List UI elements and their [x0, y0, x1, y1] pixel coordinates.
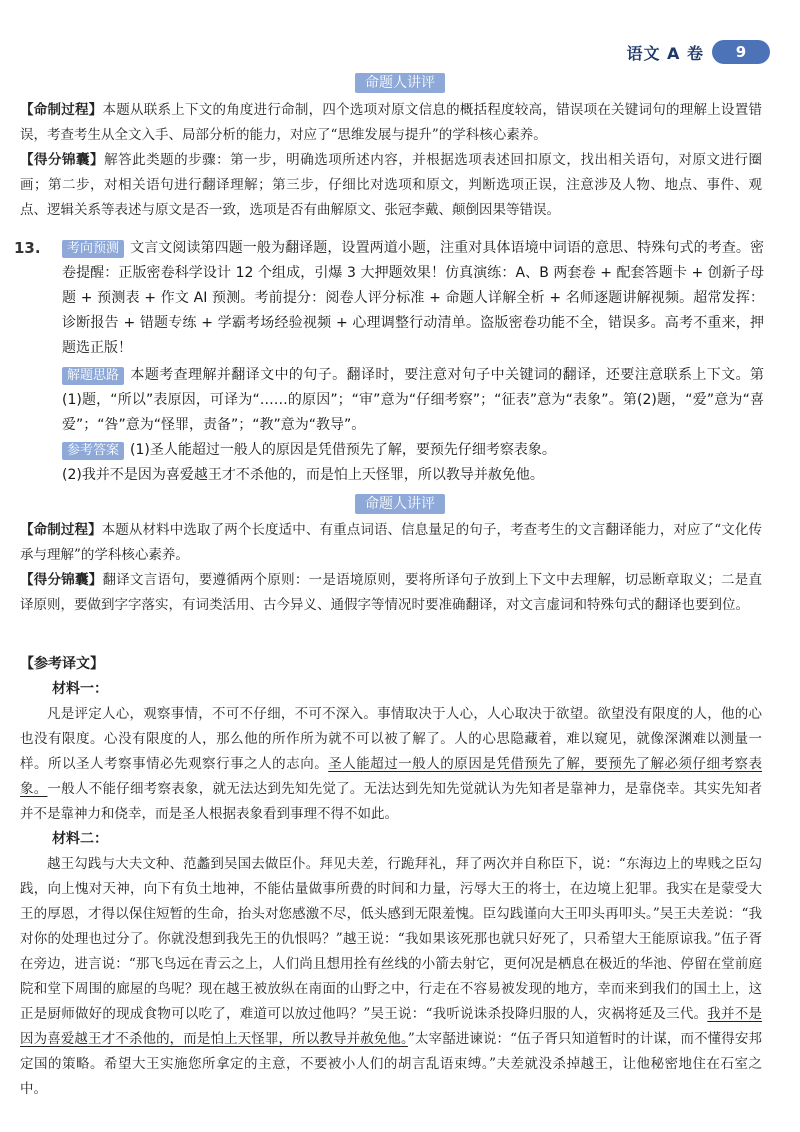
process-label-2: 【命制过程】	[20, 522, 102, 538]
commentary-block-1	[20, 98, 762, 223]
tips-label-2: 【得分锦囊】	[20, 572, 103, 588]
process-label: 【命制过程】	[20, 102, 103, 118]
idea-paragraph	[62, 363, 764, 438]
forecast-tag: 考向预测	[62, 240, 124, 258]
section-banner-commentary-2	[0, 493, 800, 514]
material-2-underlined: 我并不是因为喜爱越王才不杀他的，而是怕上天怪罪，所以教导并赦免他。	[20, 1006, 763, 1047]
tips-paragraph	[20, 148, 762, 223]
material-1-text-a: 凡是评定人心，观察事情，不可不仔细，不可不深入。事情取决于人心，人心取决于欲望。欲望没有限度的人，他的心也没有限度。心没有限度的人，那么他的所作所为就不可以被了解了。人的心思隐藏着，难以窥见，就像深渊难以测量一样。所以圣人考察事情必先观察行事之人的志向。	[20, 706, 762, 772]
question-13-block	[62, 236, 764, 488]
material-1-paragraph	[20, 702, 762, 827]
commentary-block-2	[20, 518, 762, 618]
reference-translation	[20, 652, 762, 1102]
material-1-title: 材料一：	[52, 681, 108, 697]
material-2-paragraph	[20, 852, 762, 1102]
tips-text-2: 翻译文言语句，要遵循两个原则：一是语境原则，要将所译句子放到上下文中去理解，切忌断章取义；二是直译原则，要做到字字落实，有词类活用、古今异义、通假字等情况时要准确翻译，对文言虚词和特殊句式的翻译也要到位。	[20, 572, 763, 613]
material-2-title: 材料二：	[52, 831, 108, 847]
idea-tag: 解题思路	[62, 367, 124, 385]
banner-label: 命题人讲评	[355, 73, 445, 93]
idea-text: 本题考查理解并翻译文中的句子。翻译时，要注意对句子中关键词的翻译，还要注意联系上下文。第(1)题，“所以”表原因，可译为“……的原因”；“审”意为“仔细考察”；“征表”意为“表象”。第(2)题，“爱”意为“喜爱”；“咎”意为“怪罪，责备”；“教”意为“教导”。	[62, 367, 764, 433]
tips-label: 【得分锦囊】	[20, 152, 105, 168]
answer-2: (2)我并不是因为喜爱越王才不杀他的，而是怕上天怪罪，所以教导并赦免他。	[62, 467, 544, 483]
question-number: 13.	[14, 239, 41, 257]
process-text: 本题从联系上下文的角度进行命制，四个选项对原文信息的概括程度较高，错误项在关键词句的理解上设置错误，考查考生从全文入手、局部分析的能力，对应了“思维发展与提升”的学科核心素养。	[20, 102, 763, 143]
forecast-text: 文言文阅读第四题一般为翻译题，设置两道小题，注重对具体语境中词语的意思、特殊句式的考查。密卷提醒：正版密卷科学设计 12 个组成，引爆 3 大押题效果！仿真演练：A、B 两套卷 + 配套答题卡 + 创新子母题 + 预测表 + 作文 AI 预测。考前提分：阅卷人评分标准 + 命题人详解全析 + 名师逐题讲解视频。超常发挥：诊断报告 + 错题专练 + 学霸考场经验视频 + 心理调整行动清单。盗版密卷功能不全，错误多。高考不重来，押题选正版！	[62, 240, 764, 356]
answer-1: (1)圣人能超过一般人的原因是凭借预先了解，要预先仔细考察表象。	[130, 442, 556, 458]
material-1-underlined: 圣人能超过一般人的原因是凭借预先了解，要预先了解必须仔细考察表象。	[20, 756, 763, 797]
process-paragraph	[20, 98, 762, 148]
answer-tag: 参考答案	[62, 442, 124, 460]
process-paragraph-2	[20, 518, 762, 568]
translation-heading: 【参考译文】	[20, 656, 104, 672]
material-1-text-b: 一般人不能仔细考察表象，就无法达到先知先觉了。无法达到先知先觉就认为先知者是靠神力，是靠侥幸。其实先知者并不是靠神力和侥幸，而是圣人根据表象看到事理不得不如此。	[20, 781, 763, 822]
answer-line-2	[62, 463, 764, 488]
material-2-text-a: 越王勾践与大夫文种、范蠡到吴国去做臣仆。拜见夫差，行跪拜礼，拜了两次并自称臣下，说：“东海边上的卑贱之臣勾践，向上愧对天神，向下有负土地神，不能估量做事所费的时间和力量，污辱大王的将士，在边境上犯罪。我实在是蒙受大王的厚恩，才得以保住短暂的生命，抬头对您感激不尽，低头感到无限羞愧。臣勾践谨向大王叩头再叩头。”吴王夫差说：“我对你的处理也过分了。你就没想到我先王的仇恨吗？”越王说：“我如果该死那也就只好死了，只希望大王能原谅我。”伍子胥在旁边，进言说：“那飞鸟远在青云之上，人们尚且想用拴有丝线的小箭去射它，更何况是栖息在极近的华池、停留在堂前庭院和堂下周围的廊屋的鸟呢？现在越王被放纵在南面的山野之中，行走在不容易被发现的地方，幸而来到我们的国土上，这正是厨师做好的现成食物可以吃了，难道可以放过他吗？”吴王说：“我听说诛杀投降归服的人，灾祸将延及三代。	[20, 856, 762, 1022]
tips-paragraph-2	[20, 568, 762, 618]
page-number: 9	[712, 40, 770, 64]
page-header	[626, 40, 770, 64]
material-2-text-b: ”太宰嚭进谏说：“伍子胥只知道暂时的计谋，而不懂得安邦定国的策略。希望大王实施您所拿定的主意，不要被小人们的胡言乱语束缚。”夫差就没杀掉越王，让他秘密地住在石室之中。	[20, 1031, 763, 1097]
forecast-paragraph	[62, 236, 764, 361]
tips-text: 解答此类题的步骤：第一步，明确选项所述内容，并根据选项表述回扣原文，找出相关语句，对原文进行圈画；第二步，对相关语句进行翻译理解；第三步，仔细比对选项和原文，判断选项正误，注意涉及人物、地点、事件、观点、逻辑关系等表述与原文是否一致，选项是否有曲解原文、张冠李戴、颠倒因果等错误。	[20, 152, 763, 218]
answer-line-1	[62, 438, 764, 463]
process-text-2: 本题从材料中选取了两个长度适中、有重点词语、信息量足的句子，考查考生的文言翻译能力，对应了“文化传承与理解”的学科核心素养。	[20, 522, 763, 563]
banner-label-2: 命题人讲评	[355, 494, 445, 514]
section-banner-commentary	[0, 72, 800, 93]
subject-label: 语文 A 卷	[626, 43, 704, 63]
